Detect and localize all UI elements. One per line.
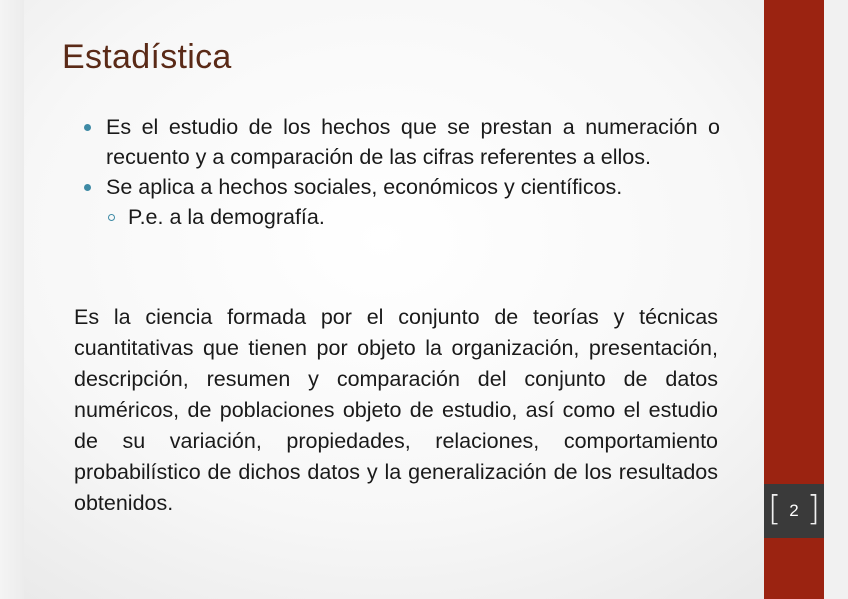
bracket-right-icon: ] [806,489,820,529]
definition-paragraph: Es la ciencia formada por el conjunto de teorías y técnicas cuantitativas que tienen por objeto la organización, presentación, descripción, resumen y comparación del conjunto de datos numéricos, de poblaciones objeto de estudio, así como el estudio de su variación, propiedades, relaciones, comportamiento probabilístico de dichos datos y la generalización de los resultados obtenidos. [74,305,718,515]
page-number-box [764,484,824,538]
slide-title: Estadística [62,38,232,76]
bracket-left-icon: [ [768,489,782,529]
left-edge-strip [0,0,24,599]
bullet-list [84,112,720,232]
bullet-item: Se aplica a hechos sociales, económicos y científicos. [84,172,720,202]
page-number: 2 [789,501,799,520]
right-edge-strip [824,0,848,599]
sub-bullet-item: P.e. a la demografía. [84,202,720,232]
bullet-item: Es el estudio de los hechos que se prestan a numeración o recuento y a comparación de las cifras referentes a ellos. [84,112,720,172]
